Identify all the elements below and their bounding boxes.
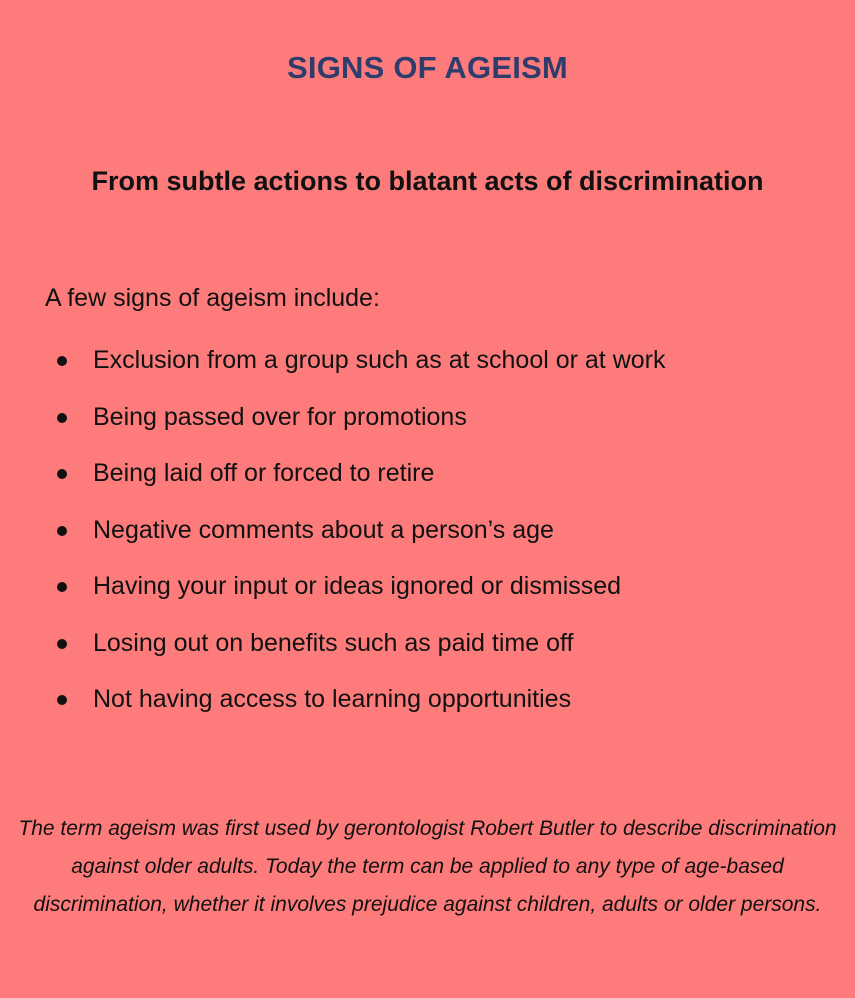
list-item — [0, 399, 666, 456]
bullet-icon — [57, 582, 67, 592]
list-item — [0, 568, 666, 625]
bullet-icon — [57, 695, 67, 705]
list-item-text: Losing out on benefits such as paid time off — [93, 628, 574, 657]
footnote: The term ageism was first used by gerontologist Robert Butler to describe discrimination against older adults. Today the term can be applied to any type of age-based discrimination, whether it involves prejudice against children, adults or older persons. — [18, 817, 837, 916]
list-item-text: Negative comments about a person’s age — [93, 515, 554, 544]
list-item-text: Exclusion from a group such as at school or at work — [93, 346, 666, 374]
bullet-icon — [57, 526, 67, 536]
list-item — [0, 625, 666, 682]
signs-list — [0, 342, 666, 738]
bullet-icon — [57, 356, 67, 366]
bullet-icon — [57, 413, 67, 423]
list-item-text: Being passed over for promotions — [93, 402, 467, 431]
list-item-text: Not having access to learning opportunities — [93, 685, 572, 713]
intro-text: A few signs of ageism include: — [45, 284, 380, 312]
list-item — [0, 681, 666, 738]
page-title: SIGNS OF AGEISM — [287, 50, 568, 85]
list-item-text: Being laid off or forced to retire — [93, 459, 435, 487]
list-item-text: Having your input or ideas ignored or dismissed — [93, 572, 622, 600]
bullet-icon — [57, 639, 67, 649]
list-item — [0, 342, 666, 399]
bullet-icon — [57, 469, 67, 479]
page-subtitle: From subtle actions to blatant acts of discrimination — [91, 166, 764, 196]
list-item — [0, 455, 666, 512]
list-item — [0, 512, 666, 569]
